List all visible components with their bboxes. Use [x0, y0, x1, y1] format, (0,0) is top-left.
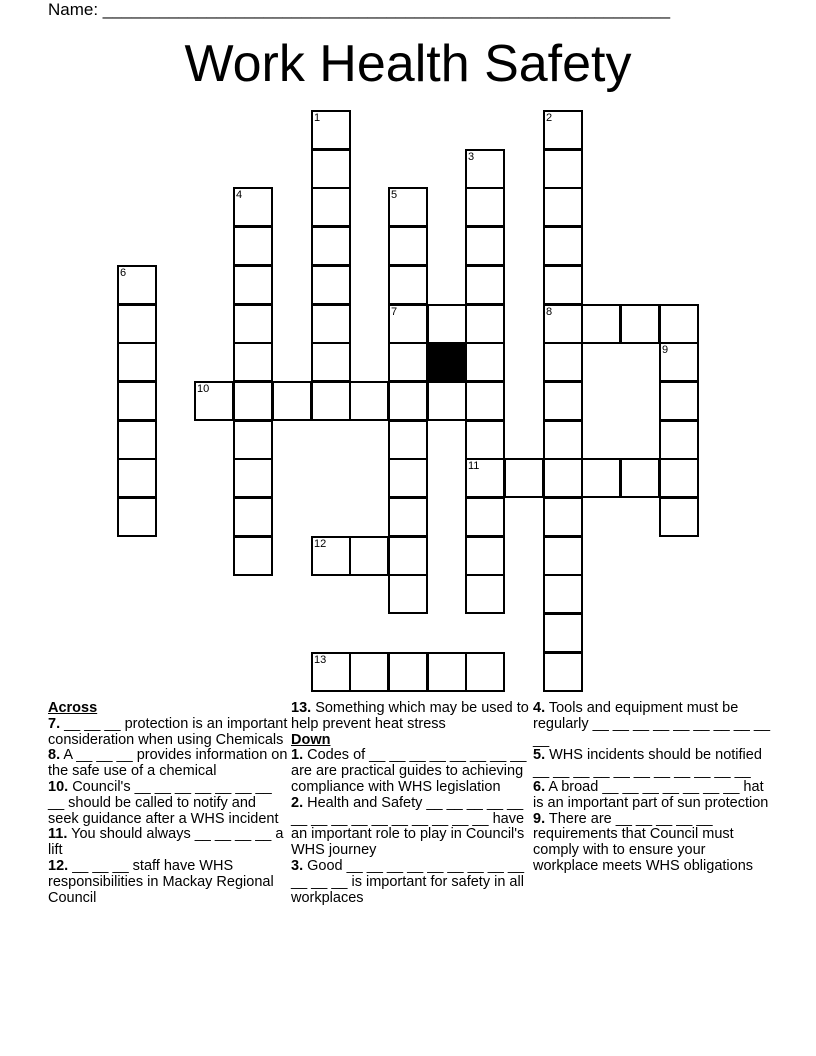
grid-cell[interactable] [117, 381, 157, 421]
clue-number-13: 13 [314, 654, 327, 666]
puzzle-title: Work Health Safety [184, 35, 632, 93]
grid-cell[interactable] [581, 304, 621, 344]
grid-cell[interactable] [311, 265, 351, 305]
grid-cell[interactable] [465, 381, 505, 421]
clue-number-5: 5 [391, 189, 398, 201]
grid-cell[interactable] [388, 536, 428, 576]
grid-cell[interactable] [659, 458, 699, 498]
grid-cell[interactable] [543, 497, 583, 537]
grid-cell[interactable] [388, 574, 428, 614]
clue-9 [533, 812, 773, 875]
grid-cell[interactable] [349, 381, 389, 421]
grid-cell[interactable] [311, 304, 351, 344]
grid-cell[interactable] [311, 187, 351, 227]
clue-number: 8. [48, 747, 61, 764]
grid-cell[interactable] [388, 226, 428, 266]
grid-cell[interactable] [543, 458, 583, 498]
grid-cell[interactable] [233, 342, 273, 382]
grid-cell[interactable] [465, 342, 505, 382]
clue-text: Council's __ __ __ __ __ __ __ __ should be called to notify and seek guidance after a WHS incident [48, 778, 279, 827]
grid-cell[interactable] [388, 265, 428, 305]
grid-cell[interactable] [233, 420, 273, 460]
grid-cell[interactable] [543, 304, 583, 344]
black-square [427, 342, 467, 382]
grid-cell[interactable] [465, 652, 505, 692]
clue-number: 13. [291, 700, 312, 716]
down-heading: Down [291, 731, 331, 748]
clue-text: Something which may be used to help prevent heat stress [291, 700, 529, 732]
clue-number: 10. [48, 778, 69, 795]
grid-cell[interactable] [311, 226, 351, 266]
grid-cell[interactable] [272, 381, 312, 421]
grid-cell[interactable] [427, 381, 467, 421]
grid-cell[interactable] [117, 304, 157, 344]
clue-text: You should always __ __ __ __ a lift [48, 826, 284, 859]
grid-cell[interactable] [233, 536, 273, 576]
grid-cell[interactable] [233, 458, 273, 498]
grid-cell[interactable] [388, 342, 428, 382]
clue-number: 4. [533, 700, 546, 716]
grid-cell[interactable] [465, 458, 505, 498]
clue-5 [533, 748, 773, 780]
grid-cell[interactable] [233, 381, 273, 421]
grid-cell[interactable] [388, 187, 428, 227]
clue-number-12: 12 [314, 538, 327, 550]
grid-cell[interactable] [543, 574, 583, 614]
grid-cell[interactable] [233, 226, 273, 266]
grid-cell[interactable] [311, 536, 351, 576]
grid-cell[interactable] [233, 187, 273, 227]
clue-text: Tools and equipment must be regularly __ __ __ __ __ __ __ __ __ __ [533, 700, 771, 748]
clue-number: 1. [291, 747, 304, 764]
clue-number-4: 4 [236, 189, 243, 201]
clue-number: 6. [533, 778, 546, 795]
clue-text: Good __ __ __ __ __ __ __ __ __ __ __ __ is important for safety in all workplaces [291, 857, 525, 906]
clue-7 [48, 717, 288, 749]
grid-cell[interactable] [117, 420, 157, 460]
grid-cell[interactable] [581, 458, 621, 498]
grid-cell[interactable] [117, 342, 157, 382]
grid-cell[interactable] [233, 497, 273, 537]
clue-number-10: 10 [197, 383, 210, 395]
clue-number: 12. [48, 857, 69, 874]
clues-across-column [48, 701, 288, 906]
grid-cell[interactable] [465, 420, 505, 460]
grid-cell[interactable] [311, 149, 351, 189]
grid-cell[interactable] [311, 110, 351, 150]
clue-number: 9. [533, 810, 546, 827]
down-clue-list-continued [533, 701, 773, 875]
grid-cell[interactable] [465, 149, 505, 189]
grid-cell[interactable] [349, 652, 389, 692]
grid-cell[interactable] [543, 536, 583, 576]
grid-cell[interactable] [311, 381, 351, 421]
across-clue-list-continued [291, 701, 531, 733]
grid-cell[interactable] [465, 574, 505, 614]
grid-cell[interactable] [388, 497, 428, 537]
grid-cell[interactable] [194, 381, 234, 421]
grid-cell[interactable] [543, 110, 583, 150]
grid-cell[interactable] [349, 536, 389, 576]
grid-cell[interactable] [543, 149, 583, 189]
grid-cell[interactable] [388, 652, 428, 692]
grid-cell[interactable] [543, 420, 583, 460]
grid-cell[interactable] [465, 536, 505, 576]
grid-cell[interactable] [659, 497, 699, 537]
grid-cell[interactable] [543, 381, 583, 421]
name-field-line[interactable]: Name: ____________________________________________________________ [48, 0, 671, 19]
clue-number-11: 11 [468, 460, 480, 472]
clue-number: 5. [533, 747, 546, 764]
clue-text: A __ __ __ provides information on the safe use of a chemical [48, 747, 288, 780]
clue-text: __ __ __ protection is an important consideration when using Chemicals [48, 715, 288, 748]
grid-cell[interactable] [311, 342, 351, 382]
grid-cell[interactable] [388, 381, 428, 421]
grid-cell[interactable] [427, 652, 467, 692]
clue-11 [48, 827, 288, 859]
grid-cell[interactable] [659, 342, 699, 382]
grid-cell[interactable] [543, 342, 583, 382]
grid-cell[interactable] [311, 652, 351, 692]
grid-cell[interactable] [465, 497, 505, 537]
clue-number-7: 7 [391, 306, 398, 318]
grid-cell[interactable] [233, 265, 273, 305]
grid-cell[interactable] [117, 458, 157, 498]
grid-cell[interactable] [117, 265, 157, 305]
clue-text: There are __ __ __ __ __ requirements that Council must comply with to ensure your workplace meets WHS obligations [533, 810, 754, 874]
clue-text: WHS incidents should be notified __ __ __ __ __ __ __ __ __ __ __ [533, 747, 762, 780]
grid-cell[interactable] [659, 381, 699, 421]
grid-cell[interactable] [659, 420, 699, 460]
clue-3 [291, 859, 531, 906]
grid-cell[interactable] [388, 420, 428, 460]
clue-number: 3. [291, 857, 304, 874]
grid-cell[interactable] [504, 458, 544, 498]
across-clue-list [48, 717, 288, 907]
clue-number-6: 6 [120, 267, 127, 279]
grid-cell[interactable] [543, 226, 583, 266]
clue-text: Health and Safety __ __ __ __ __ __ __ __ __ __ __ __ __ __ __ have an important role to play in Council's WHS journey [291, 794, 525, 859]
grid-cell[interactable] [620, 458, 660, 498]
clues-middle-column [291, 701, 531, 906]
clue-text: A broad __ __ __ __ __ __ __ hat is an important part of sun protection [533, 778, 769, 811]
clues-down-column-continued [533, 701, 773, 875]
clue-10 [48, 780, 288, 827]
clue-number-8: 8 [546, 306, 553, 318]
grid-cell[interactable] [465, 226, 505, 266]
grid-cell[interactable] [465, 265, 505, 305]
grid-cell[interactable] [465, 187, 505, 227]
grid-cell[interactable] [543, 652, 583, 692]
clue-4 [533, 701, 773, 748]
grid-cell[interactable] [543, 265, 583, 305]
grid-cell[interactable] [233, 304, 273, 344]
clue-8 [48, 748, 288, 780]
clue-number-2: 2 [546, 112, 553, 124]
grid-cell[interactable] [620, 304, 660, 344]
clue-13 [291, 701, 531, 733]
clue-number-3: 3 [468, 151, 475, 163]
clue-number: 7. [48, 715, 61, 732]
clue-text: __ __ __ staff have WHS responsibilities in Mackay Regional Council [48, 857, 274, 906]
clue-text: Codes of __ __ __ __ __ __ __ __ are are practical guides to achieving compliance with WHS legislation [291, 747, 527, 795]
clue-number: 2. [291, 794, 304, 811]
grid-cell[interactable] [427, 304, 467, 344]
grid-cell[interactable] [388, 458, 428, 498]
clue-number: 11. [48, 826, 68, 843]
clue-number-9: 9 [662, 344, 669, 356]
clue-12 [48, 859, 288, 906]
grid-cell[interactable] [543, 187, 583, 227]
across-heading: Across [48, 700, 98, 716]
clue-1 [291, 748, 531, 795]
grid-cell[interactable] [659, 304, 699, 344]
clue-number-1: 1 [314, 112, 321, 124]
clue-6 [533, 780, 773, 812]
grid-cell[interactable] [465, 304, 505, 344]
grid-cell[interactable] [117, 497, 157, 537]
clue-2 [291, 796, 531, 859]
grid-cell[interactable] [388, 304, 428, 344]
down-clue-list [291, 748, 531, 906]
grid-cell[interactable] [543, 613, 583, 653]
